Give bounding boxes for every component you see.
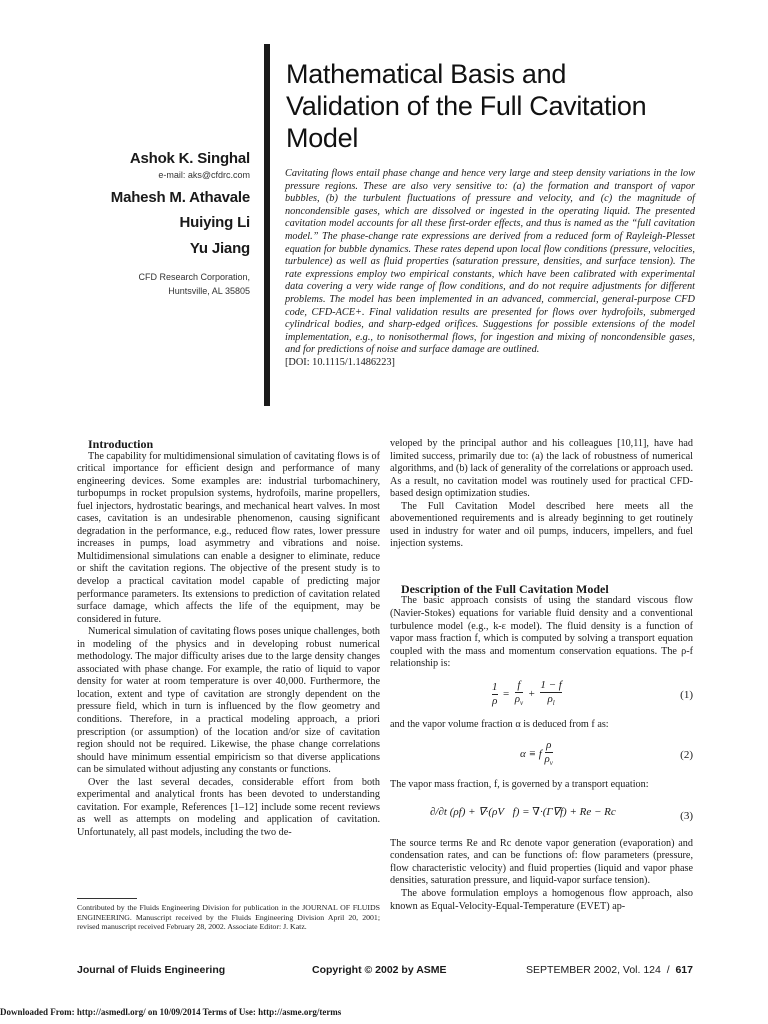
title-rule <box>264 44 270 406</box>
copyright: Copyright © 2002 by ASME <box>312 964 447 976</box>
title-line: Model <box>286 123 359 153</box>
paragraph: The vapor mass fraction, f, is governed by a transport equation: <box>390 779 649 791</box>
abstract-text: Cavitating flows entail phase change and hence very large and steep density variations in the low pressure regions. These are also very sensitive to: (a) the formation and transport of vapor bubbles, (b) the turbulent fluctuations of pressure and velocity, and (c) the magnitude of noncondensible gases, which are dissolved or ingested in the operating liquid. The presented cavitation model accounts for all these first-order effects, and thus is named as the “full cavitation model.” The phase-change rate expressions are derived from a reduced form of Rayleigh-Plesset equation for bubble dynamics. These rates depend upon local flow conditions (pressure, velocities, turbulence) as well as fluid properties (saturation pressure, densities, and surface tension). The rate expressions employ two empirical constants, which have been calibrated with experimental data covering a very wide range of flow conditions, and do not require adjustments for different problems. The model has been implemented in an advanced, commercial, general-purpose CFD code, CFD-ACE+. Final validation results are presented for flows over hydrofoils, submerged cylindrical bodies, and sharp-edged orifices. Suggestions for possible extensions of the model implementation, e.g., to nonisothermal flows, for ingestion and mixing of noncondensible gases, and for predictions of noise and surface damage are outlined. <box>285 168 695 356</box>
affiliation-line: Huntsville, AL 35805 <box>168 286 250 296</box>
journal-name: Journal of Fluids Engineering <box>77 964 226 976</box>
left-column <box>77 438 380 840</box>
footnote-rule <box>77 898 137 899</box>
equation-3-text: ∂/∂t (ρf) + ∇·(ρV⃗f) = ∇·(Γ∇f) + Re − Rc <box>430 805 616 818</box>
author-name: Mahesh M. Athavale <box>110 189 250 206</box>
right-column <box>390 438 693 913</box>
page-number: 617 <box>675 964 693 976</box>
title-line: Mathematical Basis and <box>286 59 567 89</box>
paragraph: The basic approach consists of using the standard viscous flow (Navier-Stokes) equations for variable fluid density and a conventional turbulence model (e.g., k-ε model). The fluid density is a function of vapor mass fraction f, which is computed by solving a transport equation coupled with the mass and momentum conservation equations. The ρ-f relationship is: <box>390 595 693 670</box>
paragraph: The Full Cavitation Model described here meets all the abovementioned requirements and is already beginning to get routinely used in industry for water and oil pumps, inducers, impellers, and fuel injection systems. <box>390 500 693 550</box>
paragraph: and the vapor volume fraction α is deduced from f as: <box>390 718 609 730</box>
affiliation-line: CFD Research Corporation, <box>138 272 250 282</box>
equation-2: α ≡ f $\frac{\rho}{\rho_v}$ (2) <box>390 739 693 773</box>
issue-date: SEPTEMBER 2002, Vol. 124 <box>526 964 661 976</box>
paragraph: Over the last several decades, considerable effort from both experimental and analytical fronts has been devoted to understanding cavitation. For example, References [1–12] include some recent reviews as well as attempts on modeling and application of cavitation. Unfortunately, all past models, including the two de- <box>77 776 380 838</box>
equation-number: (1) <box>680 688 693 701</box>
footnote: Contributed by the Fluids Engineering Division for publication in the JOURNAL OF FLUIDS ENGINEERING. Manuscript received by the Fluids Engineering Division April 20, 2001; revised manuscript received February 28, 2002. Associate Editor: J. Katz. <box>77 903 380 932</box>
paragraph: The source terms Re and Rc denote vapor generation (evaporation) and condensation rates, and can be functions of: flow parameters (pressure, flow characteristic velocity) and fluid properties (liquid and vapor phase densities, saturation pressure, and liquid-vapor surface tension). <box>390 837 693 887</box>
download-notice[interactable]: Downloaded From: http://asmedl.org/ on 10/09/2014 Terms of Use: http://asme.org/terms <box>0 1007 342 1017</box>
author-name: Yu Jiang <box>189 240 250 257</box>
equation-number: (3) <box>680 809 693 822</box>
section-heading-introduction: Introduction <box>88 437 154 451</box>
equation-1: $\frac{1}{\rho}$ = $\frac{f}{\rho_v}$ + $\frac{1 - f}{\rho_l}$ (1) <box>390 679 693 713</box>
paragraph: veloped by the principal author and his colleagues [10,11], have had limited success, primarily due to: (a) the lack of robustness of numerical algorithms, and (b) lack of generality of the correlations or approach used. As a result, no cavitation model was routinely used for practical CFD-based design optimization studies. <box>390 438 693 500</box>
section-heading-description: Description of the Full Cavitation Model <box>401 581 609 596</box>
equation-number: (2) <box>680 749 693 762</box>
title-line: Validation of the Full Cavitation <box>286 91 647 121</box>
article-title <box>286 58 726 154</box>
author-name: Huiying Li <box>179 214 250 231</box>
equation-3 <box>390 800 693 834</box>
doi-link[interactable]: [DOI: 10.1115/1.1486223] <box>285 356 395 368</box>
author-name: Ashok K. Singhal <box>129 150 250 167</box>
author-email[interactable]: e-mail: aks@cfdrc.com <box>158 170 250 180</box>
abstract <box>285 168 695 370</box>
paragraph: Numerical simulation of cavitating flows poses unique challenges, both in modeling of the physics and in developing robust numerical methodology. The major difficulty arises due to the large density changes associated with phase change. For example, the ratio of liquid to vapor density for water at room temperature is over 40,000. Furthermore, the location, extent and type of cavitation are strongly dependent on the pressure field, which in turn is influenced by the flow geometry and conditions. Therefore, in a practical modeling approach, a priori prescription (or assumption) of the location and/or size of cavitation region should not be required. Likewise, the phase change correlations should have minimum essential empiricism so that diverse applications can be simulated without adjusting any constants or functions. <box>77 626 380 776</box>
issue-info: SEPTEMBER 2002, Vol. 124 / 617 <box>526 964 693 976</box>
paragraph: The above formulation employs a homogenous flow approach, also known as Equal-Velocity-Equal-Temperature (EVET) ap- <box>390 888 693 912</box>
paragraph: The capability for multidimensional simulation of cavitating flows is of critical importance for efficient design and performance of many engineering devices. Some examples are: industrial turbomachinery, turbopumps in rocket propulsion systems, hydrofoils, marine propellers, fuel injectors, hydrostatic bearings, and mechanical heart valves. In most cases, cavitation is an undesirable phenomenon, causing significant degradation in the performance, e.g., reduced flow rates, lower pressure increases in pumps, load asymmetry and vibrations and noise. Multidimensional simulations can enable a designer to eliminate, reduce or shift the cavitation regions. The objective of the present study is to develop a practical cavitation model capable of predicting major performance parameters. Its extensions to prediction of cavitation related surface damage, which affects the life of the equipment, may be considered in future. <box>77 450 380 625</box>
